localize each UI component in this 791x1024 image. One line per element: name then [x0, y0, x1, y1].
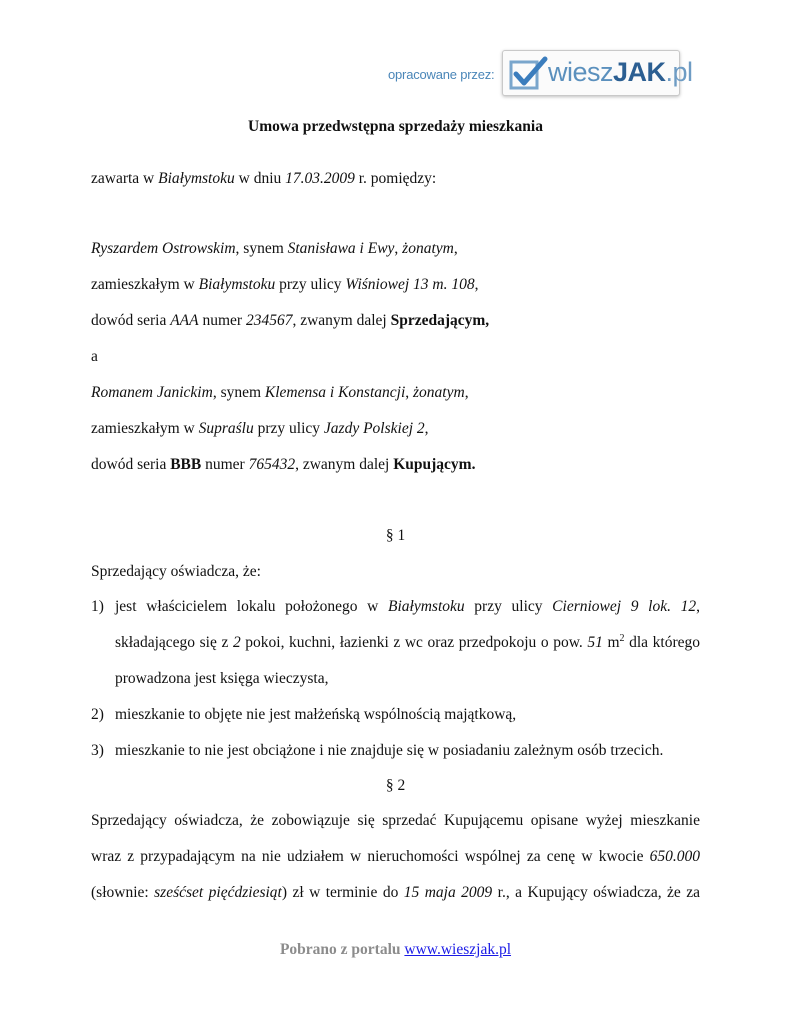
document-title: Umowa przedwstępna sprzedaży mieszkania	[248, 118, 543, 135]
list-item-2: mieszkanie to objęte nie jest małżeńską wspólnością majątkową,	[115, 706, 517, 723]
list-item-number: 1)	[91, 598, 104, 615]
footer-link[interactable]: www.wieszjak.pl	[404, 941, 512, 958]
logo-wordmark	[548, 57, 693, 88]
list-item-1-line-1: jest właścicielem lokalu położonego w Białymstoku przy ulicy Cierniowej 9 lok. 12,	[115, 598, 700, 615]
section-1-heading: § 1	[385, 527, 406, 544]
footer	[0, 941, 791, 959]
footer-label: Pobrano z portalu	[279, 941, 405, 958]
logo-word-b: JAK	[613, 57, 666, 87]
logo-word-a: wiesz	[548, 57, 614, 87]
section-2-line-3: (słownie: sześćset pięćdziesiąt) zł w terminie do 15 maja 2009 r., a Kupujący oświadcza, że za	[91, 884, 701, 901]
section-2-line-1: Sprzedający oświadcza, że zobowiązuje się sprzedać Kupującemu opisane wyżej mieszkanie	[91, 812, 700, 829]
logo-badge	[502, 50, 693, 96]
section-1-lead: Sprzedający oświadcza, że:	[91, 563, 261, 580]
logo-caption: opracowane przez:	[388, 67, 495, 82]
intro-line: zawarta w Białymstoku w dniu 17.03.2009 r. pomiędzy:	[91, 170, 437, 187]
seller-name-line: Ryszardem Ostrowskim, synem Stanisława i Ewy, żonatym,	[91, 240, 458, 257]
list-item-number: 3)	[91, 742, 104, 759]
section-2-heading: § 2	[385, 777, 406, 794]
list-item-3: mieszkanie to nie jest obciążone i nie znajduje się w posiadaniu zależnym osób trzecich.	[115, 742, 664, 759]
brand-logo	[388, 50, 693, 96]
list-item-1-line-3: prowadzona jest księga wieczysta,	[115, 670, 329, 687]
intro-city: Białymstoku	[158, 170, 235, 187]
buyer-id-line: dowód seria BBB numer 765432, zwanym dalej Kupującym.	[91, 456, 476, 473]
conjunction: a	[91, 348, 98, 365]
seller-id-line: dowód seria AAA numer 234567, zwanym dalej Sprzedającym,	[91, 312, 490, 329]
buyer-address-line: zamieszkałym w Supraślu przy ulicy Jazdy Polskiej 2,	[91, 420, 429, 437]
checkmark-icon	[509, 56, 549, 92]
section-2-line-2: wraz z przypadającym na nie udziałem w nieruchomości wspólnej za cenę w kwocie 650.000	[91, 848, 700, 865]
logo-word-c: .pl	[665, 57, 693, 87]
list-item-number: 2)	[91, 706, 104, 723]
buyer-name-line: Romanem Janickim, synem Klemensa i Konstancji, żonatym,	[91, 384, 469, 401]
intro-date: 17.03.2009	[285, 170, 355, 187]
seller-address-line: zamieszkałym w Białymstoku przy ulicy Wiśniowej 13 m. 108,	[91, 276, 479, 293]
list-item-1-line-2: składającego się z 2 pokoi, kuchni, łazienki z wc oraz przedpokoju o pow. 51 $m^2$ dla którego	[115, 633, 700, 651]
